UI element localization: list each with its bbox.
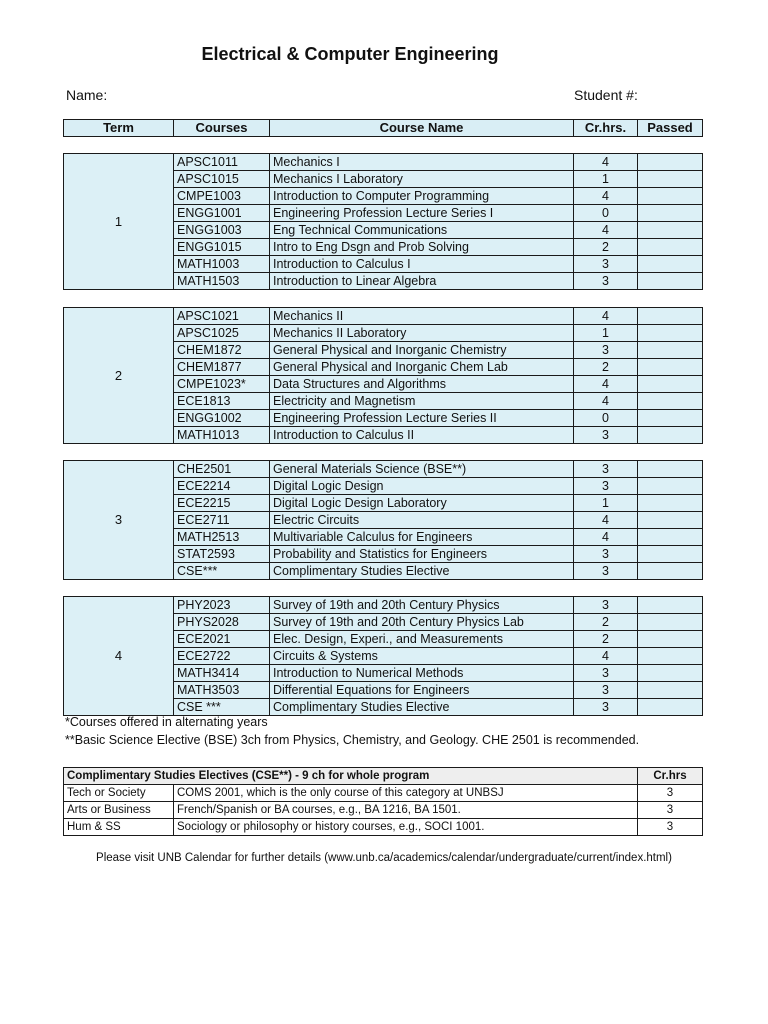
credit-hours: 4 xyxy=(574,188,638,205)
passed-cell[interactable] xyxy=(638,682,703,699)
credit-hours: 2 xyxy=(574,614,638,631)
course-code: ENGG1001 xyxy=(174,205,270,222)
credit-hours: 4 xyxy=(574,648,638,665)
credit-hours: 4 xyxy=(574,308,638,325)
passed-cell[interactable] xyxy=(638,529,703,546)
course-code: CHEM1877 xyxy=(174,359,270,376)
credit-hours: 0 xyxy=(574,410,638,427)
course-code: STAT2593 xyxy=(174,546,270,563)
cse-description: French/Spanish or BA courses, e.g., BA 1216, BA 1501. xyxy=(174,802,638,819)
credit-hours: 3 xyxy=(574,256,638,273)
term-table xyxy=(63,307,703,444)
note-alternating: *Courses offered in alternating years xyxy=(65,715,268,729)
cse-credit-hours: 3 xyxy=(638,819,703,836)
passed-cell[interactable] xyxy=(638,222,703,239)
course-name: General Materials Science (BSE**) xyxy=(270,461,574,478)
course-name: Complimentary Studies Elective xyxy=(270,563,574,580)
credit-hours: 3 xyxy=(574,665,638,682)
term-number: 1 xyxy=(64,154,174,290)
credit-hours: 3 xyxy=(574,682,638,699)
course-name: Introduction to Linear Algebra xyxy=(270,273,574,290)
passed-cell[interactable] xyxy=(638,205,703,222)
course-name: Probability and Statistics for Engineers xyxy=(270,546,574,563)
passed-cell[interactable] xyxy=(638,342,703,359)
passed-cell[interactable] xyxy=(638,665,703,682)
credit-hours: 2 xyxy=(574,239,638,256)
cse-credit-hours: 3 xyxy=(638,785,703,802)
course-name: Introduction to Numerical Methods xyxy=(270,665,574,682)
course-name: Eng Technical Communications xyxy=(270,222,574,239)
course-code: MATH3414 xyxy=(174,665,270,682)
credit-hours: 4 xyxy=(574,393,638,410)
credit-hours: 4 xyxy=(574,376,638,393)
cse-table-title: Complimentary Studies Electives (CSE**) - 9 ch for whole program xyxy=(64,768,638,785)
passed-cell[interactable] xyxy=(638,427,703,444)
passed-cell[interactable] xyxy=(638,154,703,171)
passed-cell[interactable] xyxy=(638,325,703,342)
term-table xyxy=(63,153,703,290)
cse-description: COMS 2001, which is the only course of this category at UNBSJ xyxy=(174,785,638,802)
credit-hours: 3 xyxy=(574,563,638,580)
course-code: CSE*** xyxy=(174,563,270,580)
course-code: MATH1003 xyxy=(174,256,270,273)
page-title-text: Electrical & Computer Engineering xyxy=(201,44,499,64)
course-name: Mechanics I Laboratory xyxy=(270,171,574,188)
course-name: Electricity and Magnetism xyxy=(270,393,574,410)
term-table xyxy=(63,460,703,580)
credit-hours: 3 xyxy=(574,427,638,444)
course-table-header xyxy=(63,119,703,137)
footer-note xyxy=(0,852,768,864)
course-name: Introduction to Calculus I xyxy=(270,256,574,273)
course-code: ENGG1003 xyxy=(174,222,270,239)
course-name: Survey of 19th and 20th Century Physics Lab xyxy=(270,614,574,631)
course-name: Engineering Profession Lecture Series II xyxy=(270,410,574,427)
passed-cell[interactable] xyxy=(638,631,703,648)
course-name: Engineering Profession Lecture Series I xyxy=(270,205,574,222)
cse-credit-hours: 3 xyxy=(638,802,703,819)
passed-cell[interactable] xyxy=(638,478,703,495)
passed-cell[interactable] xyxy=(638,461,703,478)
course-code: ECE2215 xyxy=(174,495,270,512)
page-title xyxy=(0,44,700,65)
course-name: Mechanics II xyxy=(270,308,574,325)
credit-hours: 4 xyxy=(574,222,638,239)
table-row xyxy=(64,785,703,802)
passed-cell[interactable] xyxy=(638,597,703,614)
passed-cell[interactable] xyxy=(638,359,703,376)
passed-cell[interactable] xyxy=(638,563,703,580)
course-code: APSC1015 xyxy=(174,171,270,188)
note-bse: **Basic Science Elective (BSE) 3ch from Physics, Chemistry, and Geology. CHE 2501 is recommended. xyxy=(65,733,640,747)
student-number-label: Student #: xyxy=(574,87,638,103)
term-number: 3 xyxy=(64,461,174,580)
credit-hours: 2 xyxy=(574,359,638,376)
cse-category: Tech or Society xyxy=(64,785,174,802)
course-code: CMPE1003 xyxy=(174,188,270,205)
credit-hours: 2 xyxy=(574,631,638,648)
passed-cell[interactable] xyxy=(638,171,703,188)
course-name: Digital Logic Design Laboratory xyxy=(270,495,574,512)
course-name: Introduction to Calculus II xyxy=(270,427,574,444)
cse-credit-hours-header: Cr.hrs xyxy=(638,768,703,785)
course-name: Multivariable Calculus for Engineers xyxy=(270,529,574,546)
course-code: ECE2722 xyxy=(174,648,270,665)
credit-hours: 3 xyxy=(574,546,638,563)
passed-cell[interactable] xyxy=(638,614,703,631)
credit-hours: 3 xyxy=(574,699,638,716)
passed-cell[interactable] xyxy=(638,376,703,393)
course-name: Complimentary Studies Elective xyxy=(270,699,574,716)
term-table xyxy=(63,596,703,716)
footer-text: Please visit UNB Calendar for further details (www.unb.ca/academics/calendar/undergraduate/current/index.html) xyxy=(96,852,672,864)
passed-cell[interactable] xyxy=(638,495,703,512)
header-passed: Passed xyxy=(638,120,703,137)
term-number: 2 xyxy=(64,308,174,444)
course-code: CHEM1872 xyxy=(174,342,270,359)
passed-cell[interactable] xyxy=(638,410,703,427)
course-code: MATH1503 xyxy=(174,273,270,290)
course-name: Elec. Design, Experi., and Measurements xyxy=(270,631,574,648)
passed-cell[interactable] xyxy=(638,546,703,563)
course-code: ENGG1015 xyxy=(174,239,270,256)
credit-hours: 4 xyxy=(574,154,638,171)
passed-cell[interactable] xyxy=(638,239,703,256)
course-name: Circuits & Systems xyxy=(270,648,574,665)
cse-category: Arts or Business xyxy=(64,802,174,819)
course-code: ECE2214 xyxy=(174,478,270,495)
credit-hours: 1 xyxy=(574,171,638,188)
course-code: MATH3503 xyxy=(174,682,270,699)
course-code: PHY2023 xyxy=(174,597,270,614)
course-name: Digital Logic Design xyxy=(270,478,574,495)
passed-cell[interactable] xyxy=(638,188,703,205)
course-code: APSC1021 xyxy=(174,308,270,325)
cse-table xyxy=(63,767,703,836)
course-code: APSC1025 xyxy=(174,325,270,342)
course-code: MATH2513 xyxy=(174,529,270,546)
course-name: Mechanics I xyxy=(270,154,574,171)
course-name: General Physical and Inorganic Chem Lab xyxy=(270,359,574,376)
passed-cell[interactable] xyxy=(638,273,703,290)
credit-hours: 4 xyxy=(574,512,638,529)
term-number: 4 xyxy=(64,597,174,716)
passed-cell[interactable] xyxy=(638,648,703,665)
passed-cell[interactable] xyxy=(638,393,703,410)
header-course-name: Course Name xyxy=(270,120,574,137)
course-code: CHE2501 xyxy=(174,461,270,478)
course-name: Differential Equations for Engineers xyxy=(270,682,574,699)
passed-cell[interactable] xyxy=(638,256,703,273)
course-name: Survey of 19th and 20th Century Physics xyxy=(270,597,574,614)
course-name: Introduction to Computer Programming xyxy=(270,188,574,205)
course-code: CMPE1023* xyxy=(174,376,270,393)
credit-hours: 1 xyxy=(574,325,638,342)
course-name: Intro to Eng Dsgn and Prob Solving xyxy=(270,239,574,256)
credit-hours: 0 xyxy=(574,205,638,222)
credit-hours: 3 xyxy=(574,461,638,478)
credit-hours: 3 xyxy=(574,478,638,495)
table-row xyxy=(64,819,703,836)
header-courses: Courses xyxy=(174,120,270,137)
cse-category: Hum & SS xyxy=(64,819,174,836)
header-credit-hours: Cr.hrs. xyxy=(574,120,638,137)
credit-hours: 3 xyxy=(574,342,638,359)
course-name: Electric Circuits xyxy=(270,512,574,529)
table-row xyxy=(64,597,703,614)
course-name: Mechanics II Laboratory xyxy=(270,325,574,342)
credit-hours: 1 xyxy=(574,495,638,512)
course-code: ECE1813 xyxy=(174,393,270,410)
name-label: Name: xyxy=(66,87,108,103)
course-name: Data Structures and Algorithms xyxy=(270,376,574,393)
header-term: Term xyxy=(64,120,174,137)
credit-hours: 3 xyxy=(574,273,638,290)
course-code: ENGG1002 xyxy=(174,410,270,427)
course-code: APSC1011 xyxy=(174,154,270,171)
course-code: ECE2021 xyxy=(174,631,270,648)
cse-description: Sociology or philosophy or history courses, e.g., SOCI 1001. xyxy=(174,819,638,836)
credit-hours: 4 xyxy=(574,529,638,546)
table-row xyxy=(64,802,703,819)
course-code: ECE2711 xyxy=(174,512,270,529)
table-row xyxy=(64,154,703,171)
table-row xyxy=(64,308,703,325)
course-code: CSE *** xyxy=(174,699,270,716)
course-code: MATH1013 xyxy=(174,427,270,444)
passed-cell[interactable] xyxy=(638,308,703,325)
course-name: General Physical and Inorganic Chemistry xyxy=(270,342,574,359)
course-code: PHYS2028 xyxy=(174,614,270,631)
credit-hours: 3 xyxy=(574,597,638,614)
passed-cell[interactable] xyxy=(638,512,703,529)
passed-cell[interactable] xyxy=(638,699,703,716)
table-row xyxy=(64,461,703,478)
